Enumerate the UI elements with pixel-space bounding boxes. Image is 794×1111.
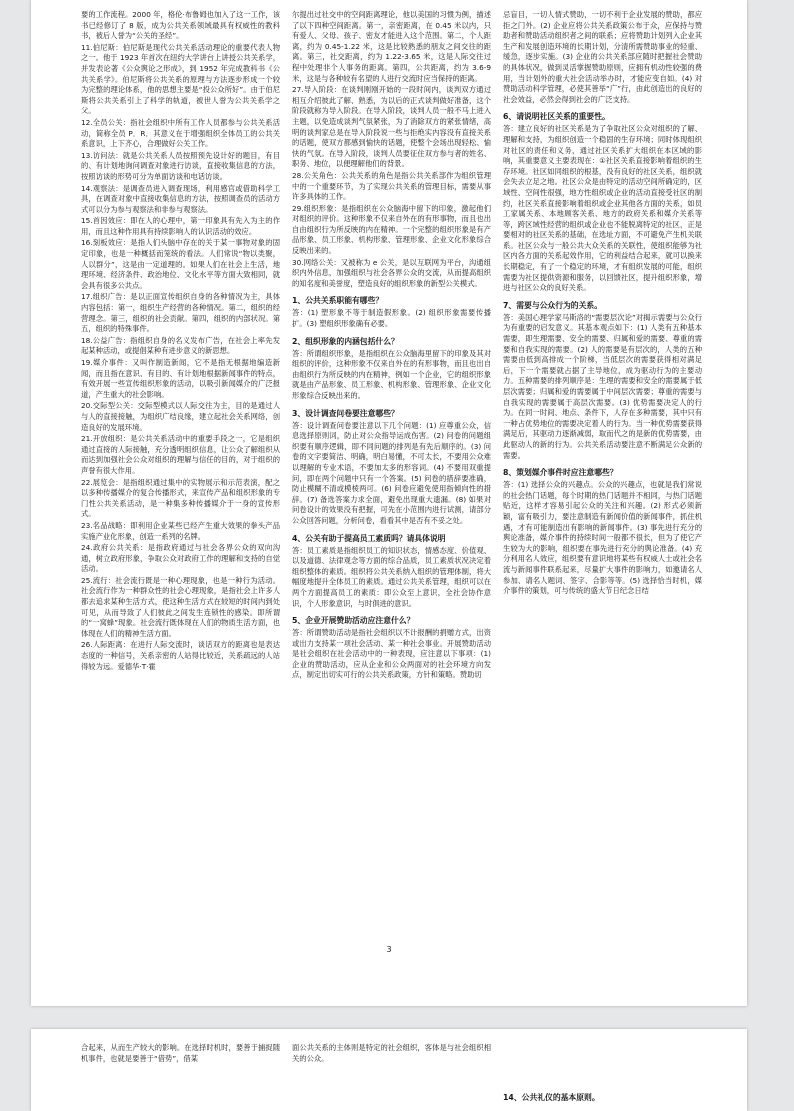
- question-heading: 1、公共关系职能有哪些？: [292, 296, 384, 306]
- definition-paragraph: 20.交际型公关：交际型模式以人际交往为主，目的是通过人与人的直接接触，为组织广结良缘，建立起社会关系网络，创造良好的发展环境。: [81, 401, 280, 432]
- answer-continued: 忌盲目，一切人情式赞助，一切不利于企业发展的赞助，都应拒之门外。(2) 企业应将公共关系政策公布于众，应保持与赞助者和赞助活动组织者之间的联系；应将赞助计划列入企业其生产和发展创造环境的长期计划，分清所需赞助事业的轻重、缓急，逐步实施。(3) 企业的公共关系部应随时把握社会赞助的具体状况，做到灵活掌握赞助原则，应拥有机动性较强的费用，当计划外的重大社会活动举办时，才能应变自如。(4) 对赞助活动科学管理，必使其善举“广”行，由此创造出的良好的社会效益，必然会得到社会的广泛支持。: [503, 10, 702, 104]
- document-page: [31, 0, 747, 1006]
- text-columns: [81, 1043, 703, 1111]
- answer-text: 答：建立良好的社区关系是为了争取社区公众对组织的了解、理解和支持，为组织创造一个稳固的生存环境；同时体现组织对社区的责任和义务，通过社区关系扩大组织在本区域的影响，其重要意义主要表现在：①社区关系直接影响着组织的生存环境。社区如同组织的根基，没有良好的社区关系，组织就会失去立足之地。社区公众是由特定的活动空间所确定的，区域性、空间性很强，地方性组织或企业的活动直接受社区的制约，社区关系直接影响着组织或企业其他各方面的关系，如员工家属关系、本地顾客关系、地方的政府关系和媒介关系等等，跨区域性经营的组织或企业也不能脱离特定的社区，正是要相对的社区关系的基础，在选址方面，不可避免产生机关联系。社区公众与一般公共大众关系的关联性，使组织能够为社区内各方面的关系起效作用，它的利益结合起来，就可以换来长期稳定，有了一个稳定的环境，才有组织发展的可能，组织需要为社区提供资源和服务，以回馈社区，提升组织形象，增进与社区公众的良好关系。: [503, 124, 702, 293]
- question-heading: 8、策划媒介事件时应注意哪些？: [503, 468, 618, 478]
- definition-paragraph: 13.访问法：就是公共关系人员按照预先设计好的题目，有目的、有计划地询问调查对象进行访谈，直接收集信息的方法，按照访谈的形势可分为单面访谈和电话访谈。: [81, 150, 280, 181]
- text-columns: [81, 10, 703, 950]
- definition-paragraph: 30.网络公关：又被称为 e 公关，是以互联网为平台，沟通组织内外信息，加强组织与社会各界公众的交流，从而提高组织的知名度和美誉度，塑造良好的组织形象的新型公关模式。: [292, 257, 491, 288]
- answer-text: 答：(1) 选择公众的兴趣点。公众的兴趣点，也就是我们常说的社会热门话题，每个时期的热门话题并不相同，与热门话题贴近，这样才容易引起公众的关注和兴趣。(2) 形式必须新颖，富有吸引力，要注意制造有新闻价值的新闻事件，抓住机遇，才有可能制造出有影响的新闻事件。(3) 事先进行充分的舆论准备，媒介事件的持续时间一般都不很长，但为了使它产生较为大的影响，组织要在事先进行充分的舆论准备。(4) 充分利用名人效应，组织要有意识地将某些有权威人士或社会名流与新闻事件联系起来，尽量扩大事件的影响力，如邀请名人参加、请名人题词、签字、合影等等。(5) 选择恰当时机，媒介事件的策划，可与传统的盛大节日纪念日结: [503, 480, 702, 596]
- definition-paragraph: 25.流行：社会流行既是一种心理现象，也是一种行为活动。社会流行作为一种群众性的社会心理现象，是指社会上许多人都去追求某种生活方式，使这种生活方式在较短的时间内到处可见，从而导致了人们彼此之间发生连锁性的感染。即所谓的“一窝蜂”现象。社会流行既体现在人们的物质生活方面，也体现在人们的精神生活方面。: [81, 575, 280, 638]
- definition-paragraph: 22.展览会：是指组织通过集中的实物展示和示范表演，配之以多种传播媒介的复合传播形式，来宣传产品和组织形象的专门性公共关系活动，是一种集多种传播媒介于一身的宣传形式。: [81, 477, 280, 519]
- definition-paragraph: 16.刻板效应：是指人们头脑中存在的关于某一事物对象的固定印象，也是一种概括而笼统的看法。人们常说“物以类聚，人以群分”，这是由一定道理的。如果人们在社会上生活，地理环境、经济条件、政治地位、文化水平等方面大致相同，就会具有很多公共点。: [81, 238, 280, 290]
- answer-text: 答：设计调查问卷要注意以下几个问题：(1) 应尊重公众，信息选择原则词，防止对公众指导运成伤害。(2) 问卷的问题组织要有顺序逻辑，即不同问题的排列是有先后顺序的。(3) 问卷的文字要简洁、明确，明白易懂，不可太长，不要用公众难以理解的专业术语，不要加太多的形容词。(4) 不要用双重提问，即在两个问题中只有一个答案。(5) 问卷的措辞要准确，防止模糊不清或模棱两可。(6) 问卷应避免使用指倾向性的措辞。(7) 备选答案力求全面，避免出现重大遗漏。(8) 如果对问卷设计的效果没有把握，可先在小范围内进行试测，请部分公众回答问题，分析问卷，看看其中是否有不妥之处。: [292, 420, 491, 525]
- column-2: [292, 10, 491, 950]
- definition-paragraph: 23.名品战略：即利用企业某些已经产生重大效果的拳头产品实施产业化形象，创造一系列的名牌。: [81, 520, 280, 541]
- column-2: [292, 1043, 491, 1111]
- question-heading: 5、企业开展赞助活动应注意什么？: [292, 616, 415, 626]
- definition-paragraph: 14.观察法：是调查员进入调查现场，利用感官或借助科学工具，在调查对象中直接收集信息的方法，按照调查员的活动方式可以分为参与观察法和非参与观察法。: [81, 183, 280, 214]
- paragraph: 合起来，从而生产较大的影响。在选择时机时，要善于捕捉随机事件，也就是要善于“借势”，借某: [81, 1043, 280, 1063]
- question-heading: 14、公共礼仪的基本原则。: [503, 1093, 600, 1102]
- question-heading: 3、设计调查问卷要注意哪些？: [292, 408, 399, 418]
- definition-paragraph: 11.伯尼斯：伯尼斯是现代公共关系活动理论的重要代表人物之一。他于 1923 年首次在纽约大学讲台上讲授公共关系学，并发表论著《公众舆论之形成》，到 1952 年完成教科书《公共关系学》。伯尼斯将公共关系的原理与方法逐步形成一个较为完整的理论体系，他的思想主要是“投公众所好”。由于伯尼斯将公共关系引上了科学的轨道，被世人誉为公共关系学之父。: [81, 42, 280, 116]
- definition-paragraph: 12.全员公关：指社会组织中所有工作人员都参与公共关系活动，简称全员 P．R．其意义在于增强组织全体员工的公共关系意识，上下齐心，合理做好公关工作。: [81, 117, 280, 149]
- definition-paragraph: 17.组织广告：是以正面宣传组织自身的各种情况为主，具体内容包括：第一，组织生产经营的各种情况。第二，组织的经营理念。第三，组织的社会贡献。第四，组织的内部状况。第五，组织的特殊事件。: [81, 292, 280, 334]
- answer-text: 答：(1) 塑形象不等于制造假形象。(2) 组织形象需要传播扩。(3) 塑组织形象确有必要。: [292, 308, 491, 329]
- definition-paragraph: 尔提出过社交中的空间距离理论，他以美国的习惯为例，描述了以下四种空间距离。第一，亲密距离，在 0.45 米以内，只有爱人、父母、孩子、密友才能进入这个范围。第二，个人距离，约为 0.45-1.22 米，这是比较熟悉的朋友之间交往的距离。第三，社交距离，约为 1.22-3.65 米，这是人际交往过程中处理非个人事务的距离。第四，公共距离，约为 3.6-9 米，这是与各种较有名望的人进行交流时应当保持的距离。: [292, 10, 491, 83]
- paragraph: 面公共关系的主体则是特定的社会组织，客体是与社会组织相关的公众。: [292, 1043, 491, 1063]
- column-1: [81, 10, 280, 950]
- column-3: [503, 1043, 702, 1111]
- definition-paragraph: 29.组织形象：是指组织在公众脑海中留下的印象，激起他们对组织的评价。这种形象不仅来自外在的有形事物，而且也出自由组织行为所反映的内在精神。一个完整的组织形象是有产品形象、员工形象、机构形象、管理形象、企业文化形象综合反映出来的。: [292, 203, 491, 256]
- definitions-continued: [292, 10, 491, 289]
- definition-paragraph: 26.人际距离：在进行人际交流时，谈话双方的距离也是表达态度的一种信号，关系亲密的人站得比较近，关系疏远的人站得较为远。爱德华·T·霍: [81, 640, 280, 671]
- answer-text: 答：员工素质是指组织员工的知识状态，情感态度、价值观、以及道德、法律观念等方面的综合品质，员工素质状况决定着组织整体的素质。组织将公共关系纳入组织的管理体制，将大幅度地提升全体员工的素质。通过公共关系管理，组织可以在两个方面提高员工的素质：即公众至上意识，全社会协作意识，个人形象意识，与时俱进的意识。: [292, 545, 491, 608]
- document-page-next: [31, 1029, 747, 1111]
- question-heading: 2、组织形象的内涵包括什么？: [292, 336, 399, 346]
- definition-paragraph: 21.开放组织：是公共关系活动中的重要手段之一，它是组织通过直接的人际接触，充分透明组织信息，让公众了解组织从而达到加强社会公众对组织的理解与信任的目的，对于组织的声誉有很大作用。: [81, 434, 280, 475]
- definition-paragraph: 15.首因效应：即在人的心理中，第一印象具有先入为主的作用，而且这种作用具有持续影响人的认识活动的效应。: [81, 216, 280, 236]
- answer-text: 答：所谓赞助活动是指社会组织以不计报酬的捐赠方式，出资或出力支持某一项社会活动、某一种社会事业。开展赞助活动是社会组织在社会活动中的一种表现，应注意以下事项：(1) 企业的赞助活动，应从企业和公众两面对的社会环境方向发点，制定出切实可行的公共关系政策，方针和策略。赞助切: [292, 628, 491, 680]
- answer-text: 答：所谓组织形象，是指组织在公众脑海里留下的印象及其对组织的评价，这种形象不仅来自外在的有形事物，而且也出自由组织行为所反映的内在精神，例如一个企业，它的组织形象就是由产品形象、员工形象、机构形象、管理形象、企业文化形象综合反映出来的。: [292, 348, 491, 400]
- column-1: [81, 1043, 280, 1111]
- definition-paragraph: 28.公关角色：公共关系的角色是指公共关系部作为组织管理中的一个重要环节，为了实现公共关系的管理目标，需要从事许多具体的工作。: [292, 170, 491, 202]
- question-heading: 7、需要与公众行为的关系。: [503, 300, 602, 310]
- page-number: 3: [386, 945, 392, 954]
- question-heading: 4、公关有助于提高员工素质吗？请具体说明: [292, 533, 446, 543]
- definition-paragraph: 18.公益广告：指组织自身的名义发布广告，在社会上率先发起某种活动，或提倡某种有进步意义的新思想。: [81, 335, 280, 356]
- definition-paragraph: 19.媒介事件：又叫作制造新闻，它不是指无根据地编造新闻，而且指在意识、有目的、有计划地根据新闻事件的特点，有效开展一些宣传组织形象的活动，以吸引新闻媒介的广泛报道，产生重大的社会影响。: [81, 358, 280, 399]
- definition-paragraph: 24.政府公共关系：是指政府通过与社会各界公众的双向沟通，树立政府形象，争取公众对政府工作的理解和支持的自觉活动。: [81, 543, 280, 574]
- definition-paragraph: 27.导入阶段：在谈判刚刚开始的一段时间内，谈判双方通过相互介绍彼此了解、熟悉，为以后的正式谈判做好准备，这个阶段就称为导入阶段。在导入阶段，谈判人员一般不马上进入主题，以免造成谈判气氛紧张，为了消除双方的紧张情绪，高明的谈判家总是在导入阶段说一些与拒绝实内容没有直接关系的话题，使双方都感到愉快的话题，使整个会场出现轻松、愉快的气氛。在导入阶段，谈判人员要征住双方参与者的姓名、职务、地位，以便理解他们的背景。: [292, 85, 491, 169]
- column-3: [503, 10, 702, 950]
- definition-paragraph: 要的工作流程。2000 年，格伦·布鲁姆也加入了这一工作，该书已经修订了 8 版，成为公共关系领域最具有权威性的教科书，被后人誉为“公关的圣经”。: [81, 10, 280, 41]
- answer-text: 答：美国心理学家马斯洛的“需要层次论”对揭示需要与公众行为有重要的启发意义。其基本观点如下：(1) 人类有五种基本需要，即生理需要、安全的需要、归属和爱的需要、尊重的需要和自我实现的需要。(2) 人的需要是有层次的，人类的五种需要由低到高排成一个阶梯，当低层次的需要获得相对满足后，下一个需要就占据了主导地位，成为驱动行为的主要动力。五种需要的排列顺序是：生理的需要和安全的需要属于低层次需要；归属和爱的需要属于中间层次需要；尊重的需要与自我实现的需要属于高层次需要。(3) 优势需要决定人的行为。在同一时间、地点、条件下，人存在多种需要，其中只有一种占优势地位的需要决定着人的行为。当一种优势需要获得满足后，其驱动力逐渐减弱，取而代之的是新的优势需要，由此驱动人的新的行为。公共关系活动要注意不断满足公众新的需要。: [503, 312, 702, 460]
- question-heading: 6、请说明社区关系的重要性。: [503, 112, 610, 122]
